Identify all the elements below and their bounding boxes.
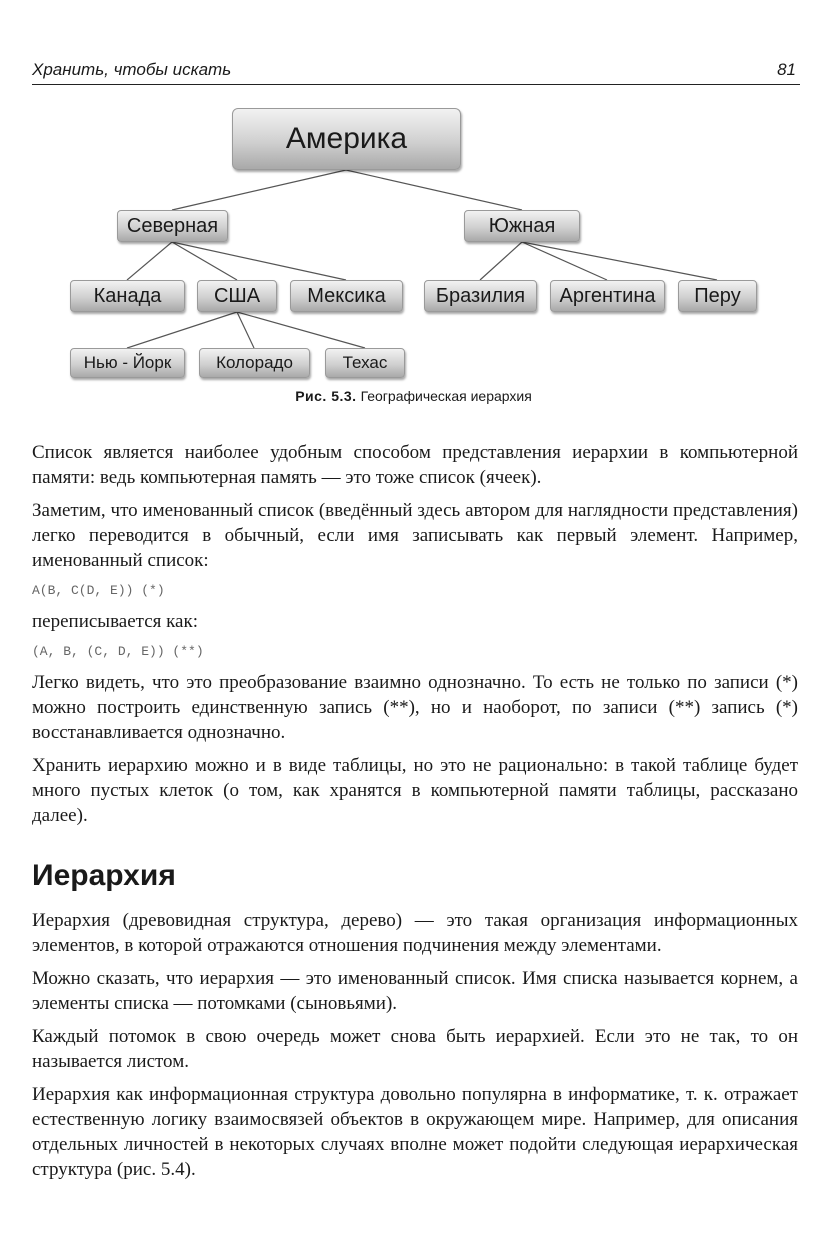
figure-caption-text: Географическая иерархия: [360, 388, 532, 404]
edge-north-mexico: [172, 242, 346, 280]
figure-caption: [0, 388, 827, 404]
node-south: Южная: [464, 210, 580, 242]
hierarchy-figure: [0, 96, 827, 414]
paragraph: Каждый потомок в свою очередь может снова быть иерархией. Если это не так, то он называется листом.: [32, 1026, 798, 1072]
node-usa: США: [197, 280, 277, 312]
paragraph: Можно сказать, что иерархия — это именованный список. Имя списка называется корнем, а элементы списка — потомками (сыновьями).: [32, 968, 798, 1014]
edge-usa-newyork: [127, 312, 237, 348]
code-sample-plain-list: (A, B, (C, D, E)) (**): [32, 644, 204, 659]
node-canada: Канада: [70, 280, 185, 312]
running-header-title: Хранить, чтобы искать: [32, 60, 232, 79]
running-header: [32, 58, 800, 85]
node-texas: Техас: [325, 348, 405, 378]
figure-caption-label: Рис. 5.3.: [295, 388, 357, 404]
edge-root-north: [172, 170, 346, 210]
paragraph: переписывается как:: [32, 611, 198, 632]
edge-usa-colorado: [237, 312, 254, 348]
edge-north-canada: [127, 242, 172, 280]
body-text: [32, 440, 798, 1190]
node-peru: Перу: [678, 280, 757, 312]
edge-north-usa: [172, 242, 237, 280]
paragraph: Хранить иерархию можно и в виде таблицы, но это не рационально: в такой таблице будет много пустых клеток (о том, как хранятся в компьютерной памяти таблицы, рассказано далее).: [32, 755, 798, 826]
node-mexico: Мексика: [290, 280, 403, 312]
paragraph: Список является наиболее удобным способом представления иерархии в компьютерной памяти: ведь компьютерная память — это тоже список (ячеек).: [32, 442, 798, 488]
paragraph: Иерархия как информационная структура довольно популярна в информатике, т. к. отражает естественную логику взаимосвязей объектов в окружающем мире. Например, для описания отдельных личностей в некоторых случаях вполне может подойти следующая иерархическая структура (рис. 5.4).: [32, 1084, 798, 1180]
node-argentina: Аргентина: [550, 280, 665, 312]
code-sample-named-list: A(B, C(D, E)) (*): [32, 583, 165, 598]
edge-usa-texas: [237, 312, 365, 348]
node-north: Северная: [117, 210, 228, 242]
node-brazil: Бразилия: [424, 280, 537, 312]
edge-south-brazil: [480, 242, 522, 280]
node-america: Америка: [232, 108, 461, 170]
edge-root-south: [346, 170, 522, 210]
edge-south-peru: [522, 242, 717, 280]
paragraph: Заметим, что именованный список (введённый здесь автором для наглядности представления) легко переводится в обычный, если имя записывать как первый элемент. Например, именованный список:: [32, 500, 798, 571]
page-number: 81: [777, 60, 796, 79]
node-colorado: Колорадо: [199, 348, 310, 378]
paragraph: Легко видеть, что это преобразование взаимно однозначно. То есть не только по записи (*) можно построить единственную запись (**), но и наоборот, по записи (**) запись (*) восстанавливается однозначно.: [32, 672, 798, 743]
node-new-york: Нью - Йорк: [70, 348, 185, 378]
paragraph: Иерархия (древовидная структура, дерево) — это такая организация информационных элементов, в которой отражаются отношения подчинения между элементами.: [32, 910, 798, 956]
section-heading: Иерархия: [32, 859, 176, 892]
edge-south-argentina: [522, 242, 607, 280]
